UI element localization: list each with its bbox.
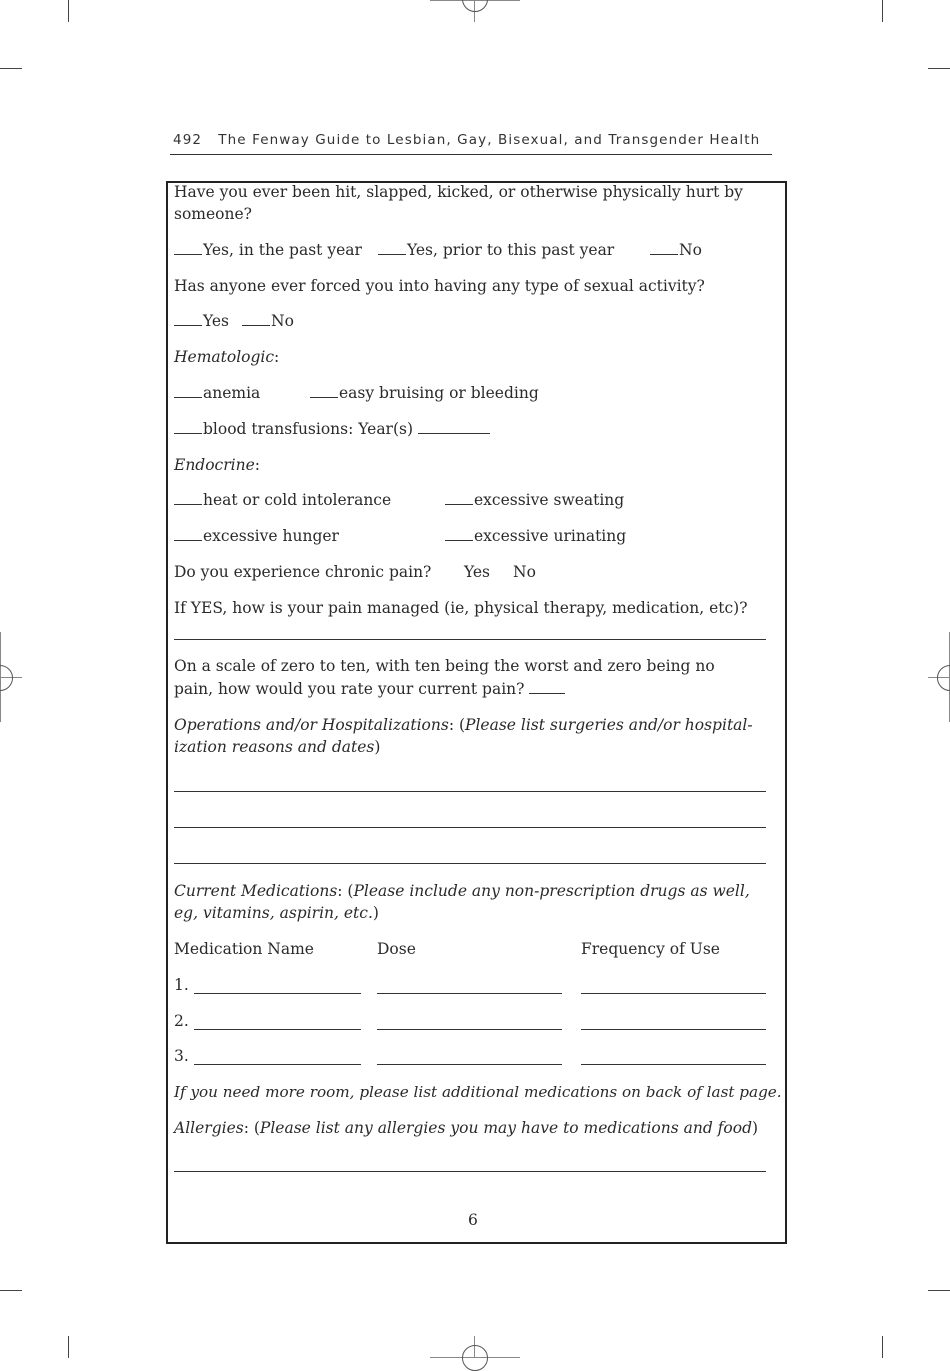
medication-row-number: 2. [174,1012,189,1030]
registration-mark [462,1345,488,1371]
option-urinating[interactable]: excessive urinating [445,525,626,547]
option-heat-cold[interactable]: heat or cold intolerance [174,489,391,511]
medications-heading-line2: eg, vitamins, aspirin, etc.) [174,904,379,922]
answer-blank[interactable] [445,490,473,505]
operations-heading-line1: Operations and/or Hospitalizations: (Please list surgeries and/or hospital- [174,716,753,734]
operations-answer-line[interactable] [174,827,766,828]
answer-blank[interactable] [310,383,338,398]
endocrine-heading: Endocrine: [174,456,260,474]
column-medication-name: Medication Name [174,940,314,958]
answer-blank[interactable] [378,240,406,255]
option-sexual-no[interactable]: No [242,310,294,332]
transfusion-year-field[interactable] [418,419,490,434]
option-yes-past-year[interactable]: Yes, in the past year [174,239,362,261]
chronic-pain-no[interactable]: No [513,563,536,581]
medications-overflow-note: If you need more room, please list additional medications on back of last page. [174,1083,782,1101]
form-page-number: 6 [468,1211,478,1229]
medication-name-field[interactable] [194,993,361,994]
q-chronic-pain: Do you experience chronic pain? [174,563,432,581]
crop-mark [68,0,69,22]
pain-rating-field[interactable] [529,679,565,694]
operations-heading-line2: ization reasons and dates) [174,738,381,756]
medication-frequency-field[interactable] [581,1064,766,1065]
medication-row-number: 3. [174,1047,189,1065]
option-bruising[interactable]: easy bruising or bleeding [310,382,539,404]
option-no[interactable]: No [650,239,702,261]
q-physical-hurt-line2: someone? [174,205,252,223]
option-sweating[interactable]: excessive sweating [445,489,624,511]
medication-frequency-field[interactable] [581,1029,766,1030]
operations-answer-line[interactable] [174,863,766,864]
option-yes-prior[interactable]: Yes, prior to this past year [378,239,614,261]
option-transfusions[interactable]: blood transfusions: Year(s) [174,418,490,440]
crop-mark [928,1290,950,1291]
registration-mark [937,665,950,691]
answer-blank[interactable] [174,526,202,541]
medication-dose-field[interactable] [377,1064,562,1065]
header-rule [170,154,772,155]
answer-blank[interactable] [174,311,202,326]
answer-blank[interactable] [174,383,202,398]
q-forced-sexual: Has anyone ever forced you into having any type of sexual activity? [174,277,705,295]
answer-blank[interactable] [174,240,202,255]
medication-frequency-field[interactable] [581,993,766,994]
option-sexual-yes[interactable]: Yes [174,310,229,332]
answer-blank[interactable] [445,526,473,541]
hematologic-heading: Hematologic: [174,348,280,366]
medication-dose-field[interactable] [377,1029,562,1030]
chronic-pain-yes[interactable]: Yes [464,563,491,581]
crop-mark [928,68,950,69]
intake-form-page [166,181,787,1244]
crop-mark [882,1336,883,1358]
answer-blank[interactable] [174,419,202,434]
medication-dose-field[interactable] [377,993,562,994]
q-pain-scale-line1: On a scale of zero to ten, with ten being the worst and zero being no [174,657,715,675]
header-book-title: The Fenway Guide to Lesbian, Gay, Bisexual, and Transgender Health [218,132,761,148]
header-page-number: 492 [173,132,203,148]
column-frequency: Frequency of Use [581,940,720,958]
crop-mark [0,68,22,69]
registration-mark [462,0,488,12]
allergies-answer-line[interactable] [174,1171,766,1172]
registration-mark [0,665,13,691]
crop-mark [882,0,883,22]
option-anemia[interactable]: anemia [174,382,260,404]
pain-managed-answer-line[interactable] [174,639,766,640]
answer-blank[interactable] [174,490,202,505]
q-pain-scale-line2: pain, how would you rate your current pain? [174,678,565,700]
operations-answer-line[interactable] [174,791,766,792]
answer-blank[interactable] [242,311,270,326]
medications-heading-line1: Current Medications: (Please include any non-prescription drugs as well, [174,882,750,900]
answer-blank[interactable] [650,240,678,255]
option-hunger[interactable]: excessive hunger [174,525,339,547]
q-physical-hurt-line1: Have you ever been hit, slapped, kicked, or otherwise physically hurt by [174,183,743,201]
crop-mark [68,1336,69,1358]
medication-row-number: 1. [174,976,189,994]
medication-name-field[interactable] [194,1029,361,1030]
allergies-heading: Allergies: (Please list any allergies you may have to medications and food) [174,1119,759,1137]
crop-mark [0,1290,22,1291]
medication-name-field[interactable] [194,1064,361,1065]
column-dose: Dose [377,940,416,958]
q-pain-managed: If YES, how is your pain managed (ie, physical therapy, medication, etc)? [174,599,748,617]
running-header [173,132,771,148]
